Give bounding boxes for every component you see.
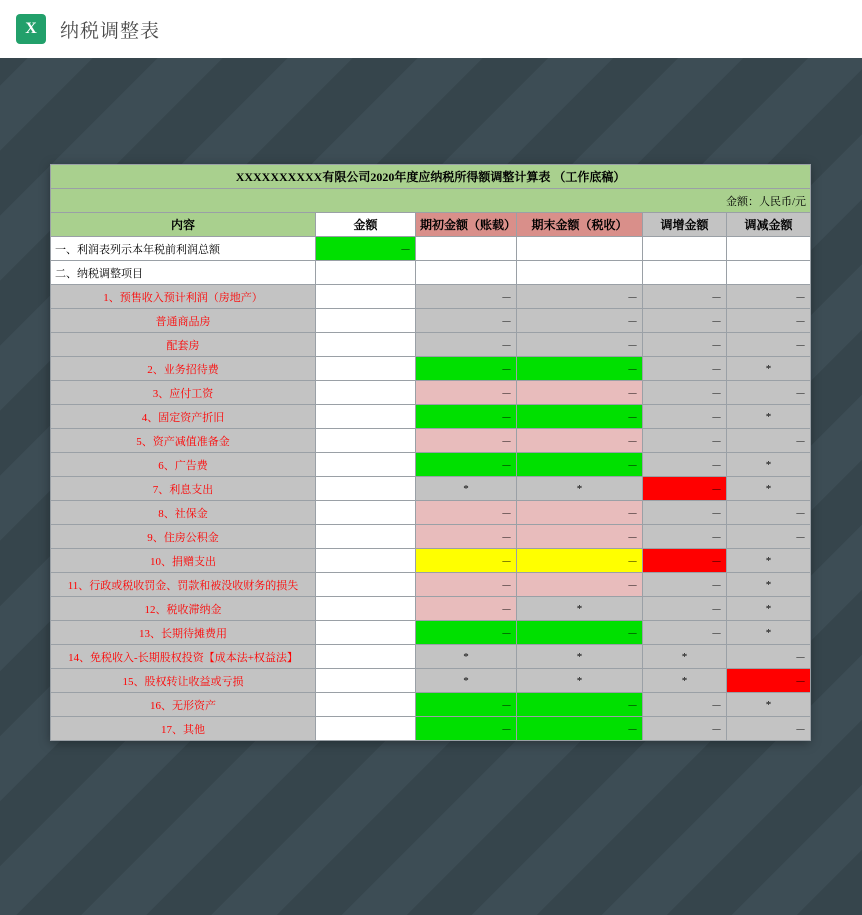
row-label[interactable]: 8、社保金 [51,501,316,525]
col-header-begin-amount[interactable]: 期初金额（账载） [416,213,517,237]
window-title: 纳税调整表 [60,20,161,42]
table-cell[interactable]: * [727,453,811,477]
table-row[interactable] [51,645,811,669]
col-header-end-amount[interactable]: 期末金额（税收） [517,213,643,237]
table-row[interactable] [51,261,811,285]
table-row[interactable] [51,333,811,357]
table-cell[interactable] [316,333,416,357]
sheet-title-row [51,165,811,189]
col-header-amount[interactable]: 金额 [316,213,416,237]
table-cell[interactable]: － [727,525,811,549]
table-cell[interactable]: － [416,309,517,333]
table-cell[interactable]: * [643,669,727,693]
table-cell[interactable]: * [517,477,643,501]
table-cell[interactable]: － [643,429,727,453]
table-cell[interactable]: － [643,357,727,381]
col-header-content[interactable]: 内容 [51,213,316,237]
row-label[interactable]: 一、利润表列示本年税前利润总额 [51,237,316,261]
table-cell[interactable]: － [727,381,811,405]
table-cell[interactable]: － [517,525,643,549]
table-cell[interactable]: － [517,429,643,453]
table-cell[interactable]: － [416,573,517,597]
row-label[interactable]: 14、免税收入-长期股权投资【成本法+权益法】 [51,645,316,669]
table-cell[interactable]: * [727,357,811,381]
row-label[interactable]: 16、无形资产 [51,693,316,717]
table-cell[interactable]: － [416,453,517,477]
table-row[interactable] [51,573,811,597]
table-cell[interactable]: － [416,693,517,717]
table-cell[interactable]: － [517,453,643,477]
table-cell[interactable]: * [416,645,517,669]
table-row[interactable] [51,693,811,717]
title-bar [0,0,862,58]
row-label[interactable]: 12、税收滞纳金 [51,597,316,621]
table-cell[interactable]: － [416,525,517,549]
table-cell[interactable]: － [517,285,643,309]
table-cell[interactable] [316,525,416,549]
table-cell[interactable]: － [416,405,517,429]
table-cell[interactable] [316,645,416,669]
unit-label: 金额：人民币/元 [51,189,811,213]
table-cell[interactable] [316,573,416,597]
table-row[interactable] [51,669,811,693]
table-cell[interactable]: － [517,573,643,597]
table-cell[interactable] [316,597,416,621]
table-cell[interactable]: * [517,645,643,669]
table-cell[interactable]: － [727,669,811,693]
table-row[interactable] [51,477,811,501]
table-cell[interactable]: * [517,597,643,621]
table-cell[interactable]: － [727,429,811,453]
table-cell[interactable] [316,453,416,477]
row-label[interactable]: 4、固定资产折旧 [51,405,316,429]
table-row[interactable] [51,285,811,309]
table-cell[interactable] [517,237,643,261]
table-cell[interactable] [727,237,811,261]
row-label[interactable]: 17、其他 [51,717,316,741]
row-label[interactable]: 1、预售收入预计利润（房地产） [51,285,316,309]
table-cell[interactable]: － [416,621,517,645]
table-cell[interactable] [316,621,416,645]
table-cell[interactable]: * [643,645,727,669]
table-cell[interactable]: － [727,501,811,525]
row-label[interactable]: 配套房 [51,333,316,357]
table-cell[interactable] [316,405,416,429]
table-cell[interactable]: － [643,381,727,405]
table-cell[interactable]: － [416,333,517,357]
table-cell[interactable]: － [517,549,643,573]
row-label[interactable]: 9、住房公积金 [51,525,316,549]
table-cell[interactable]: － [643,549,727,573]
table-cell[interactable]: － [517,309,643,333]
table-cell[interactable]: － [316,237,416,261]
table-cell[interactable]: － [643,501,727,525]
table-row[interactable] [51,621,811,645]
table-cell[interactable]: － [517,333,643,357]
row-label[interactable]: 普通商品房 [51,309,316,333]
column-header-row [51,213,811,237]
table-cell[interactable]: － [643,525,727,549]
table-cell[interactable]: － [727,645,811,669]
table-cell[interactable] [727,261,811,285]
table-cell[interactable] [517,261,643,285]
table-row[interactable] [51,525,811,549]
table-cell[interactable] [643,237,727,261]
table-cell[interactable] [316,357,416,381]
table-cell[interactable]: － [517,501,643,525]
table-cell[interactable]: － [727,717,811,741]
table-cell[interactable]: － [416,501,517,525]
table-cell[interactable]: － [643,621,727,645]
table-cell[interactable]: － [517,405,643,429]
table-cell[interactable]: － [643,309,727,333]
row-label[interactable]: 10、捐赠支出 [51,549,316,573]
row-label[interactable]: 11、行政或税收罚金、罚款和被没收财务的损失 [51,573,316,597]
table-cell[interactable]: － [517,693,643,717]
table-cell[interactable]: － [643,477,727,501]
table-cell[interactable]: － [416,357,517,381]
table-row[interactable] [51,237,811,261]
table-cell[interactable]: － [643,693,727,717]
table-cell[interactable]: * [416,477,517,501]
table-cell[interactable]: － [416,717,517,741]
table-cell[interactable]: － [727,333,811,357]
table-cell[interactable]: * [517,669,643,693]
table-row[interactable] [51,549,811,573]
table-row[interactable] [51,429,811,453]
table-cell[interactable]: * [727,573,811,597]
row-label[interactable]: 3、应付工资 [51,381,316,405]
table-cell[interactable]: － [643,453,727,477]
table-cell[interactable]: － [416,381,517,405]
table-cell[interactable]: － [727,285,811,309]
row-label[interactable]: 15、股权转让收益或亏损 [51,669,316,693]
table-cell[interactable] [316,501,416,525]
table-cell[interactable] [316,717,416,741]
table-row[interactable] [51,405,811,429]
excel-icon: X [16,14,46,44]
table-cell[interactable]: * [727,693,811,717]
table-cell[interactable]: － [727,309,811,333]
table-cell[interactable] [316,285,416,309]
row-label[interactable]: 2、业务招待费 [51,357,316,381]
table-cell[interactable]: * [727,405,811,429]
table-cell[interactable] [316,381,416,405]
table-cell[interactable] [316,429,416,453]
sheet-title: XXXXXXXXXX有限公司2020年度应纳税所得额调整计算表 （工作底稿） [51,165,811,189]
table-cell[interactable]: － [416,597,517,621]
table-cell[interactable]: － [517,381,643,405]
table-cell[interactable] [316,549,416,573]
table-cell[interactable] [316,477,416,501]
table-cell[interactable]: － [643,597,727,621]
table-row[interactable] [51,717,811,741]
col-header-decrease[interactable]: 调减金额 [727,213,811,237]
unit-row [51,189,811,213]
table-cell[interactable]: * [416,669,517,693]
table-row[interactable] [51,501,811,525]
table-row[interactable] [51,453,811,477]
table-row[interactable] [51,381,811,405]
table-cell[interactable] [316,693,416,717]
table-cell[interactable] [316,669,416,693]
row-label[interactable]: 二、纳税调整项目 [51,261,316,285]
table-cell[interactable] [416,261,517,285]
table-cell[interactable]: － [517,357,643,381]
table-cell[interactable] [643,261,727,285]
table-cell[interactable]: － [416,285,517,309]
table-cell[interactable]: * [727,549,811,573]
table-cell[interactable] [316,309,416,333]
table-row[interactable] [51,309,811,333]
table-row[interactable] [51,357,811,381]
row-label[interactable]: 5、资产减值准备金 [51,429,316,453]
table-cell[interactable] [316,261,416,285]
table-cell[interactable]: － [517,717,643,741]
table-cell[interactable]: － [643,333,727,357]
table-cell[interactable]: － [643,717,727,741]
table-cell[interactable]: * [727,597,811,621]
table-cell[interactable]: － [643,405,727,429]
row-label[interactable]: 7、利息支出 [51,477,316,501]
table-cell[interactable]: － [643,573,727,597]
table-row[interactable] [51,597,811,621]
row-label[interactable]: 13、长期待摊费用 [51,621,316,645]
table-cell[interactable]: － [643,285,727,309]
table-cell[interactable]: － [517,621,643,645]
spreadsheet-container[interactable] [50,164,810,741]
table-cell[interactable]: * [727,621,811,645]
tax-adjustment-table[interactable] [50,164,811,741]
table-cell[interactable]: * [727,477,811,501]
col-header-increase[interactable]: 调增金额 [643,213,727,237]
row-label[interactable]: 6、广告费 [51,453,316,477]
table-cell[interactable]: － [416,429,517,453]
table-cell[interactable]: － [416,549,517,573]
table-cell[interactable] [416,237,517,261]
